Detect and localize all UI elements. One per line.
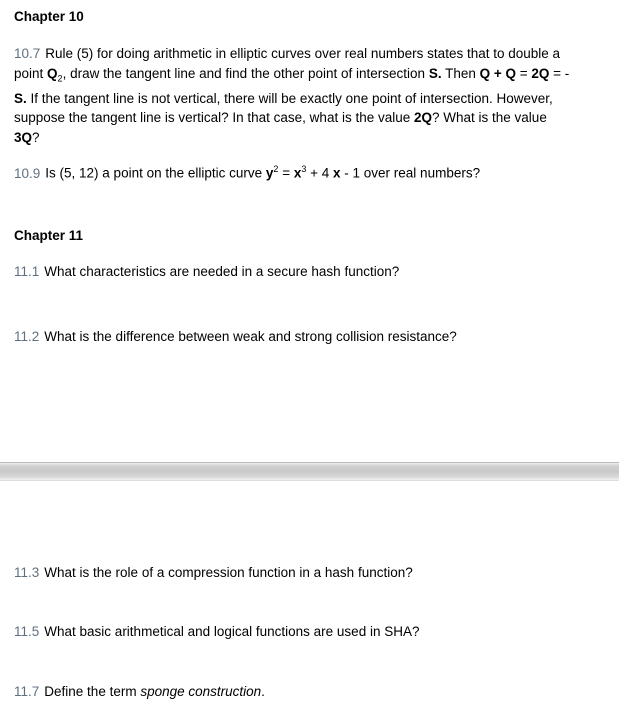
text: Is (5, 12) a point on the elliptic curve <box>45 165 266 181</box>
question-11-2 <box>14 327 574 347</box>
text: What characteristics are needed in a secure hash function? <box>44 264 400 279</box>
question-number: 10.7 <box>14 46 41 61</box>
question-number: 10.9 <box>14 165 41 181</box>
question-11-7 <box>14 682 574 702</box>
text: = <box>516 65 532 81</box>
question-11-5 <box>14 622 574 642</box>
math: 3Q <box>14 129 33 145</box>
var-x: x <box>293 165 302 181</box>
math: S. <box>14 90 27 106</box>
text: = <box>278 165 294 181</box>
question-number: 11.1 <box>14 264 40 279</box>
question-10-7 <box>14 44 574 147</box>
question-number: 11.2 <box>14 329 40 344</box>
question-11-1 <box>14 262 574 282</box>
point-s: S. <box>428 65 442 81</box>
text: - 1 over real numbers? <box>340 165 481 181</box>
subscript: 2 <box>57 73 63 84</box>
superscript: 3 <box>301 164 307 174</box>
text: Rule (5) for doing arithmetic in elliptic curves over real numbers states that to double a point <box>14 46 561 81</box>
question-number: 11.5 <box>14 624 40 639</box>
chapter-11-heading: Chapter 11 <box>14 228 84 243</box>
var-y: y <box>265 165 274 181</box>
superscript: 2 <box>273 164 279 174</box>
text: What basic arithmetical and logical functions are used in SHA? <box>44 624 420 639</box>
math: 2Q <box>531 65 550 81</box>
chapter-10-heading: Chapter 10 <box>14 9 84 24</box>
question-number: 11.7 <box>14 684 40 699</box>
page-divider <box>0 462 619 481</box>
var-x: x <box>333 165 341 181</box>
text: . <box>261 684 265 699</box>
text: What is the difference between weak and strong collision resistance? <box>44 329 457 344</box>
text: Define the term <box>44 684 141 699</box>
question-11-3 <box>14 563 574 583</box>
point-q: Q <box>47 65 58 81</box>
text: ? <box>32 129 40 145</box>
text: + 4 <box>306 165 334 181</box>
text: Then <box>441 65 480 81</box>
math: Q + Q <box>479 65 516 81</box>
text: = - <box>549 65 570 81</box>
text: What is the role of a compression function in a hash function? <box>44 565 413 580</box>
question-10-9 <box>14 160 574 183</box>
question-number: 11.3 <box>14 565 40 580</box>
text: ? What is the value <box>432 110 547 126</box>
text: , draw the tangent line and find the other point of intersection <box>62 65 429 81</box>
italic-term: sponge construction <box>140 684 262 699</box>
text: If the tangent line is not vertical, there will be exactly one point of intersection. However, suppose the tangent line is vertical? In that case, what is the value <box>14 90 553 126</box>
math: 2Q <box>414 110 433 126</box>
